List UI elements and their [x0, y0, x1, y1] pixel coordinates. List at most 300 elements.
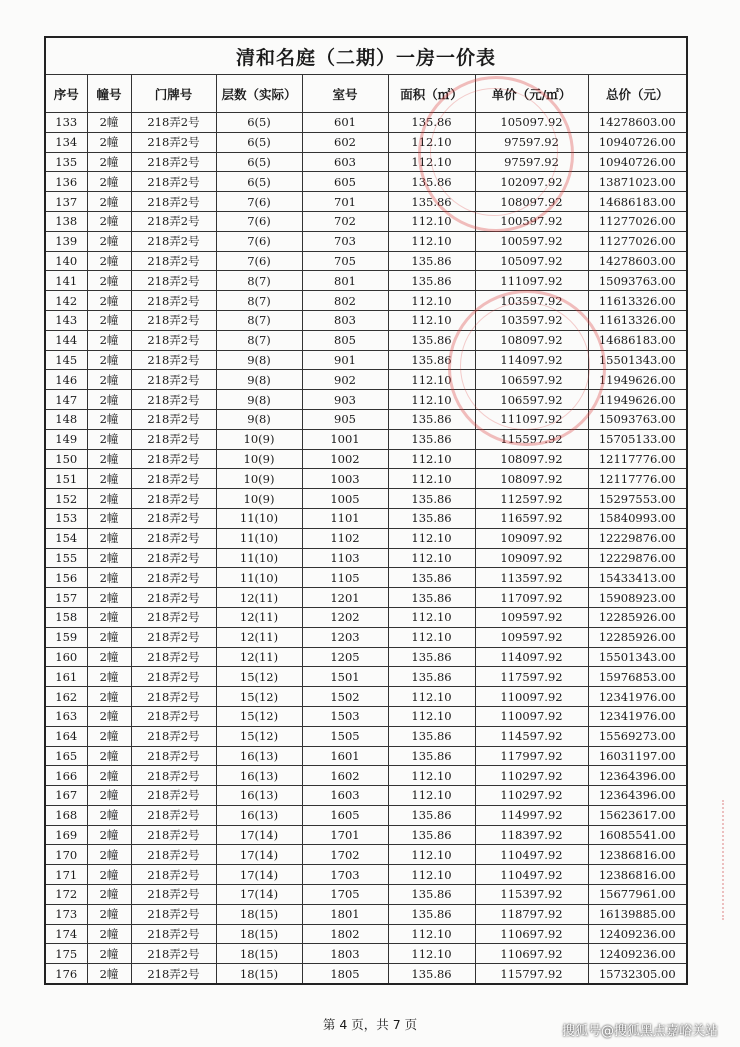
table-row	[45, 370, 687, 390]
cell-seq: 136	[45, 172, 87, 192]
cell-seq: 142	[45, 291, 87, 311]
cell-floor: 9(8)	[216, 370, 302, 390]
cell-area: 112.10	[388, 469, 475, 489]
cell-total-price: 11277026.00	[588, 211, 687, 231]
table-row	[45, 310, 687, 330]
cell-unit-price: 114097.92	[475, 647, 588, 667]
cell-seq: 172	[45, 885, 87, 905]
cell-building: 2幢	[87, 370, 131, 390]
cell-building: 2幢	[87, 528, 131, 548]
cell-address: 218弄2号	[131, 271, 216, 291]
cell-seq: 135	[45, 152, 87, 172]
table-row	[45, 469, 687, 489]
cell-unit-price: 114597.92	[475, 726, 588, 746]
cell-total-price: 15705133.00	[588, 429, 687, 449]
cell-total-price: 12386816.00	[588, 845, 687, 865]
cell-unit-price: 109597.92	[475, 627, 588, 647]
table-row	[45, 647, 687, 667]
cell-unit-price: 97597.92	[475, 132, 588, 152]
cell-unit-price: 110697.92	[475, 944, 588, 964]
table-row	[45, 865, 687, 885]
cell-address: 218弄2号	[131, 350, 216, 370]
cell-building: 2幢	[87, 766, 131, 786]
cell-floor: 18(15)	[216, 944, 302, 964]
cell-total-price: 15501343.00	[588, 350, 687, 370]
cell-unit-price: 110297.92	[475, 786, 588, 806]
table-row	[45, 944, 687, 964]
cell-floor: 7(6)	[216, 231, 302, 251]
table-row	[45, 508, 687, 528]
cell-seq: 149	[45, 429, 87, 449]
cell-area: 112.10	[388, 291, 475, 311]
cell-area: 135.86	[388, 251, 475, 271]
cell-building: 2幢	[87, 924, 131, 944]
page-title: 清和名庭（二期）一房一价表	[45, 37, 687, 75]
cell-area: 112.10	[388, 528, 475, 548]
cell-building: 2幢	[87, 904, 131, 924]
cell-floor: 10(9)	[216, 469, 302, 489]
cell-floor: 12(11)	[216, 588, 302, 608]
cell-floor: 8(7)	[216, 271, 302, 291]
cell-floor: 12(11)	[216, 607, 302, 627]
cell-area: 112.10	[388, 845, 475, 865]
cell-floor: 11(10)	[216, 508, 302, 528]
cell-room: 901	[302, 350, 388, 370]
cell-address: 218弄2号	[131, 568, 216, 588]
cell-room: 603	[302, 152, 388, 172]
cell-room: 905	[302, 409, 388, 429]
table-row	[45, 746, 687, 766]
cell-seq: 167	[45, 786, 87, 806]
cell-area: 112.10	[388, 627, 475, 647]
cell-seq: 158	[45, 607, 87, 627]
cell-room: 1005	[302, 489, 388, 509]
table-row	[45, 805, 687, 825]
cell-room: 1101	[302, 508, 388, 528]
cell-area: 135.86	[388, 904, 475, 924]
cell-address: 218弄2号	[131, 924, 216, 944]
cell-area: 112.10	[388, 231, 475, 251]
price-list-sheet	[44, 36, 686, 985]
table-row	[45, 845, 687, 865]
cell-total-price: 12117776.00	[588, 449, 687, 469]
cell-address: 218弄2号	[131, 687, 216, 707]
table-row	[45, 211, 687, 231]
cell-address: 218弄2号	[131, 667, 216, 687]
table-row	[45, 687, 687, 707]
cell-room: 1601	[302, 746, 388, 766]
cell-room: 1602	[302, 766, 388, 786]
cell-address: 218弄2号	[131, 291, 216, 311]
cell-floor: 10(9)	[216, 429, 302, 449]
cell-floor: 7(6)	[216, 251, 302, 271]
table-row	[45, 885, 687, 905]
cell-building: 2幢	[87, 627, 131, 647]
cell-building: 2幢	[87, 588, 131, 608]
cell-floor: 15(12)	[216, 726, 302, 746]
table-row	[45, 291, 687, 311]
cell-unit-price: 115597.92	[475, 429, 588, 449]
cell-unit-price: 100597.92	[475, 211, 588, 231]
cell-seq: 143	[45, 310, 87, 330]
cell-building: 2幢	[87, 865, 131, 885]
cell-room: 1702	[302, 845, 388, 865]
cell-building: 2幢	[87, 489, 131, 509]
table-row	[45, 627, 687, 647]
cell-room: 1003	[302, 469, 388, 489]
table-body	[45, 113, 687, 985]
cell-floor: 7(6)	[216, 192, 302, 212]
cell-seq: 161	[45, 667, 87, 687]
cell-address: 218弄2号	[131, 845, 216, 865]
cell-building: 2幢	[87, 508, 131, 528]
cell-total-price: 14278603.00	[588, 251, 687, 271]
cell-building: 2幢	[87, 568, 131, 588]
cell-area: 135.86	[388, 350, 475, 370]
cell-building: 2幢	[87, 291, 131, 311]
cell-total-price: 12341976.00	[588, 687, 687, 707]
cell-floor: 11(10)	[216, 528, 302, 548]
cell-floor: 6(5)	[216, 113, 302, 133]
cell-seq: 147	[45, 390, 87, 410]
column-header: 单价（元/㎡）	[475, 75, 588, 113]
cell-address: 218弄2号	[131, 310, 216, 330]
cell-floor: 17(14)	[216, 845, 302, 865]
cell-address: 218弄2号	[131, 172, 216, 192]
cell-unit-price: 109097.92	[475, 548, 588, 568]
cell-address: 218弄2号	[131, 231, 216, 251]
cell-area: 112.10	[388, 310, 475, 330]
cell-room: 605	[302, 172, 388, 192]
cell-total-price: 10940726.00	[588, 132, 687, 152]
cell-total-price: 12409236.00	[588, 944, 687, 964]
column-header: 幢号	[87, 75, 131, 113]
cell-area: 135.86	[388, 964, 475, 984]
cell-address: 218弄2号	[131, 528, 216, 548]
cell-area: 135.86	[388, 489, 475, 509]
cell-total-price: 15297553.00	[588, 489, 687, 509]
cell-seq: 171	[45, 865, 87, 885]
cell-total-price: 14278603.00	[588, 113, 687, 133]
cell-seq: 151	[45, 469, 87, 489]
cell-building: 2幢	[87, 845, 131, 865]
cell-total-price: 14686183.00	[588, 330, 687, 350]
cell-address: 218弄2号	[131, 627, 216, 647]
cell-unit-price: 110697.92	[475, 924, 588, 944]
cell-unit-price: 110097.92	[475, 706, 588, 726]
cell-room: 1102	[302, 528, 388, 548]
cell-seq: 170	[45, 845, 87, 865]
cell-total-price: 16139885.00	[588, 904, 687, 924]
cell-floor: 9(8)	[216, 409, 302, 429]
cell-total-price: 12364396.00	[588, 786, 687, 806]
cell-total-price: 12285926.00	[588, 627, 687, 647]
cell-floor: 16(13)	[216, 766, 302, 786]
column-header: 序号	[45, 75, 87, 113]
cell-seq: 153	[45, 508, 87, 528]
cell-building: 2幢	[87, 390, 131, 410]
cell-floor: 10(9)	[216, 489, 302, 509]
cell-building: 2幢	[87, 667, 131, 687]
cell-unit-price: 109597.92	[475, 607, 588, 627]
cell-floor: 8(7)	[216, 310, 302, 330]
cell-seq: 144	[45, 330, 87, 350]
cell-unit-price: 115397.92	[475, 885, 588, 905]
cell-total-price: 15677961.00	[588, 885, 687, 905]
cell-unit-price: 110097.92	[475, 687, 588, 707]
cell-total-price: 15732305.00	[588, 964, 687, 984]
cell-floor: 18(15)	[216, 924, 302, 944]
table-row	[45, 786, 687, 806]
cell-total-price: 12386816.00	[588, 865, 687, 885]
cell-seq: 163	[45, 706, 87, 726]
table-row	[45, 251, 687, 271]
cell-seq: 165	[45, 746, 87, 766]
cell-room: 1803	[302, 944, 388, 964]
cell-building: 2幢	[87, 271, 131, 291]
cell-unit-price: 103597.92	[475, 310, 588, 330]
cell-unit-price: 116597.92	[475, 508, 588, 528]
cell-building: 2幢	[87, 350, 131, 370]
cell-room: 602	[302, 132, 388, 152]
table-row	[45, 172, 687, 192]
watermark-text: 搜狐号@搜狐黑点嘉峪关站	[561, 1024, 718, 1039]
table-row	[45, 924, 687, 944]
cell-address: 218弄2号	[131, 805, 216, 825]
cell-area: 112.10	[388, 370, 475, 390]
cell-building: 2幢	[87, 706, 131, 726]
cell-unit-price: 111097.92	[475, 409, 588, 429]
cell-unit-price: 108097.92	[475, 449, 588, 469]
cell-total-price: 15093763.00	[588, 271, 687, 291]
cell-floor: 11(10)	[216, 548, 302, 568]
cell-building: 2幢	[87, 211, 131, 231]
cell-total-price: 11949626.00	[588, 370, 687, 390]
cell-address: 218弄2号	[131, 508, 216, 528]
cell-address: 218弄2号	[131, 607, 216, 627]
cell-floor: 6(5)	[216, 152, 302, 172]
cell-total-price: 15501343.00	[588, 647, 687, 667]
cell-building: 2幢	[87, 172, 131, 192]
cell-floor: 7(6)	[216, 211, 302, 231]
cell-room: 1503	[302, 706, 388, 726]
cell-floor: 16(13)	[216, 805, 302, 825]
edge-seal-fragment	[722, 800, 738, 920]
table-row	[45, 706, 687, 726]
cell-seq: 152	[45, 489, 87, 509]
cell-total-price: 12117776.00	[588, 469, 687, 489]
column-header: 面积（㎡）	[388, 75, 475, 113]
cell-unit-price: 118797.92	[475, 904, 588, 924]
cell-address: 218弄2号	[131, 211, 216, 231]
cell-room: 1703	[302, 865, 388, 885]
cell-unit-price: 106597.92	[475, 390, 588, 410]
cell-area: 112.10	[388, 132, 475, 152]
cell-total-price: 12229876.00	[588, 548, 687, 568]
cell-unit-price: 102097.92	[475, 172, 588, 192]
cell-floor: 18(15)	[216, 904, 302, 924]
table-row	[45, 489, 687, 509]
cell-area: 135.86	[388, 172, 475, 192]
cell-building: 2幢	[87, 805, 131, 825]
cell-unit-price: 111097.92	[475, 271, 588, 291]
cell-building: 2幢	[87, 310, 131, 330]
cell-unit-price: 108097.92	[475, 469, 588, 489]
cell-room: 1705	[302, 885, 388, 905]
table-row	[45, 192, 687, 212]
cell-address: 218弄2号	[131, 726, 216, 746]
cell-floor: 15(12)	[216, 667, 302, 687]
cell-total-price: 15623617.00	[588, 805, 687, 825]
cell-unit-price: 118397.92	[475, 825, 588, 845]
table-row	[45, 825, 687, 845]
table-row	[45, 904, 687, 924]
cell-seq: 173	[45, 904, 87, 924]
cell-building: 2幢	[87, 113, 131, 133]
cell-seq: 138	[45, 211, 87, 231]
cell-floor: 9(8)	[216, 350, 302, 370]
cell-address: 218弄2号	[131, 588, 216, 608]
cell-total-price: 16085541.00	[588, 825, 687, 845]
table-row	[45, 152, 687, 172]
cell-address: 218弄2号	[131, 449, 216, 469]
cell-room: 601	[302, 113, 388, 133]
cell-area: 112.10	[388, 944, 475, 964]
cell-unit-price: 100597.92	[475, 231, 588, 251]
cell-area: 135.86	[388, 667, 475, 687]
column-header: 总价（元）	[588, 75, 687, 113]
cell-floor: 11(10)	[216, 568, 302, 588]
cell-room: 1603	[302, 786, 388, 806]
price-table	[44, 36, 688, 985]
cell-address: 218弄2号	[131, 251, 216, 271]
cell-building: 2幢	[87, 746, 131, 766]
table-row	[45, 726, 687, 746]
cell-seq: 141	[45, 271, 87, 291]
cell-floor: 12(11)	[216, 627, 302, 647]
cell-address: 218弄2号	[131, 132, 216, 152]
cell-building: 2幢	[87, 726, 131, 746]
cell-building: 2幢	[87, 469, 131, 489]
cell-room: 1001	[302, 429, 388, 449]
cell-area: 112.10	[388, 390, 475, 410]
cell-seq: 174	[45, 924, 87, 944]
cell-address: 218弄2号	[131, 390, 216, 410]
cell-floor: 6(5)	[216, 172, 302, 192]
cell-unit-price: 117097.92	[475, 588, 588, 608]
cell-unit-price: 112597.92	[475, 489, 588, 509]
cell-area: 135.86	[388, 330, 475, 350]
cell-building: 2幢	[87, 647, 131, 667]
table-row	[45, 528, 687, 548]
table-header-row	[45, 75, 687, 113]
cell-area: 112.10	[388, 687, 475, 707]
cell-address: 218弄2号	[131, 825, 216, 845]
cell-total-price: 10940726.00	[588, 152, 687, 172]
cell-area: 135.86	[388, 429, 475, 449]
cell-building: 2幢	[87, 786, 131, 806]
cell-seq: 166	[45, 766, 87, 786]
cell-total-price: 12229876.00	[588, 528, 687, 548]
cell-area: 112.10	[388, 786, 475, 806]
cell-room: 702	[302, 211, 388, 231]
cell-area: 112.10	[388, 607, 475, 627]
table-row	[45, 667, 687, 687]
cell-total-price: 14686183.00	[588, 192, 687, 212]
cell-unit-price: 109097.92	[475, 528, 588, 548]
table-row	[45, 271, 687, 291]
cell-address: 218弄2号	[131, 330, 216, 350]
cell-building: 2幢	[87, 885, 131, 905]
cell-floor: 12(11)	[216, 647, 302, 667]
cell-address: 218弄2号	[131, 548, 216, 568]
cell-seq: 176	[45, 964, 87, 984]
cell-floor: 8(7)	[216, 330, 302, 350]
cell-area: 112.10	[388, 152, 475, 172]
table-row	[45, 132, 687, 152]
cell-address: 218弄2号	[131, 964, 216, 984]
cell-total-price: 11277026.00	[588, 231, 687, 251]
cell-address: 218弄2号	[131, 944, 216, 964]
table-row	[45, 568, 687, 588]
cell-floor: 16(13)	[216, 746, 302, 766]
cell-room: 1205	[302, 647, 388, 667]
cell-building: 2幢	[87, 409, 131, 429]
cell-seq: 145	[45, 350, 87, 370]
cell-address: 218弄2号	[131, 885, 216, 905]
cell-address: 218弄2号	[131, 152, 216, 172]
cell-unit-price: 113597.92	[475, 568, 588, 588]
cell-address: 218弄2号	[131, 469, 216, 489]
cell-room: 1505	[302, 726, 388, 746]
cell-room: 703	[302, 231, 388, 251]
cell-seq: 139	[45, 231, 87, 251]
cell-seq: 164	[45, 726, 87, 746]
cell-floor: 17(14)	[216, 825, 302, 845]
cell-unit-price: 105097.92	[475, 113, 588, 133]
cell-address: 218弄2号	[131, 746, 216, 766]
cell-area: 112.10	[388, 449, 475, 469]
cell-room: 1805	[302, 964, 388, 984]
cell-room: 803	[302, 310, 388, 330]
cell-unit-price: 105097.92	[475, 251, 588, 271]
cell-room: 1502	[302, 687, 388, 707]
cell-address: 218弄2号	[131, 113, 216, 133]
cell-area: 135.86	[388, 588, 475, 608]
cell-floor: 15(12)	[216, 687, 302, 707]
cell-room: 1802	[302, 924, 388, 944]
table-row	[45, 330, 687, 350]
cell-area: 112.10	[388, 548, 475, 568]
cell-unit-price: 97597.92	[475, 152, 588, 172]
table-row	[45, 113, 687, 133]
cell-room: 805	[302, 330, 388, 350]
table-row	[45, 964, 687, 984]
cell-room: 1103	[302, 548, 388, 568]
cell-area: 135.86	[388, 192, 475, 212]
cell-floor: 6(5)	[216, 132, 302, 152]
cell-address: 218弄2号	[131, 647, 216, 667]
cell-unit-price: 106597.92	[475, 370, 588, 390]
cell-building: 2幢	[87, 152, 131, 172]
cell-area: 135.86	[388, 113, 475, 133]
cell-area: 112.10	[388, 766, 475, 786]
cell-address: 218弄2号	[131, 370, 216, 390]
cell-unit-price: 114097.92	[475, 350, 588, 370]
cell-seq: 133	[45, 113, 87, 133]
cell-address: 218弄2号	[131, 706, 216, 726]
cell-unit-price: 108097.92	[475, 192, 588, 212]
